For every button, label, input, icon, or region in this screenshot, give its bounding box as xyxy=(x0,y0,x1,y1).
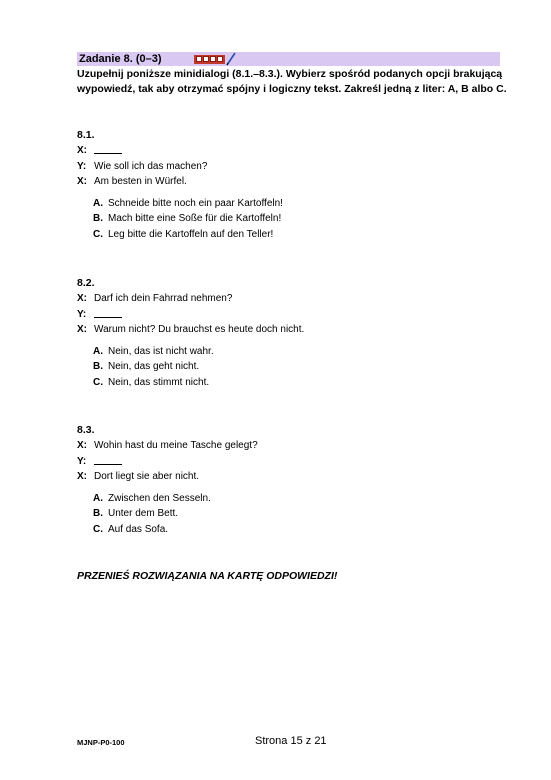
task-instruction: Uzupełnij poniższe minidialogi (8.1.–8.3.). Wybierz spośród podanych opcji brakującą wypowiedź, tak aby otrzymać spójny i logiczny tekst. Zakreśl jedną z liter: A, B albo C. xyxy=(77,68,507,95)
answer-options xyxy=(93,344,517,391)
answer-option[interactable] xyxy=(93,522,517,538)
dialogue-text: Wohin hast du meine Tasche gelegt? xyxy=(94,440,258,451)
dialogue-text: Dort liegt sie aber nicht. xyxy=(94,471,200,482)
speaker-label: X: xyxy=(77,293,87,304)
answer-option[interactable] xyxy=(93,227,517,243)
answer-blank xyxy=(94,454,122,465)
dialogue-line xyxy=(77,143,517,159)
answer-blank xyxy=(94,143,122,154)
speaker-label: Y: xyxy=(77,455,87,467)
item-number: 8.1. xyxy=(77,129,95,141)
dialogue-line xyxy=(77,307,517,323)
dialogue-line xyxy=(77,469,517,485)
speaker-label: X: xyxy=(77,471,87,482)
speaker-label: X: xyxy=(77,324,87,335)
answer-option[interactable] xyxy=(93,359,517,375)
pen-icon xyxy=(226,52,236,66)
option-text: Leg bitte die Kartoffeln auf den Teller! xyxy=(108,228,274,240)
speaker-label: X: xyxy=(77,145,87,156)
option-text: Unter dem Bett. xyxy=(108,508,179,519)
item-number: 8.3. xyxy=(77,424,95,436)
answer-blank xyxy=(94,307,122,318)
speaker-label: X: xyxy=(77,440,87,451)
answer-option[interactable] xyxy=(93,211,517,227)
speaker-label: Y: xyxy=(77,160,87,172)
option-text: Schneide bitte noch ein paar Kartoffeln! xyxy=(108,197,283,209)
speaker-label: Y: xyxy=(77,308,87,320)
option-letter[interactable]: C. xyxy=(93,228,103,240)
option-text: Nein, das geht nicht. xyxy=(108,361,200,372)
dialogue-line xyxy=(77,438,517,454)
option-letter[interactable]: B. xyxy=(93,361,103,372)
dialogue-text: Darf ich dein Fahrrad nehmen? xyxy=(94,293,233,304)
answer-option[interactable] xyxy=(93,196,517,212)
option-letter[interactable]: C. xyxy=(93,523,103,535)
answer-options xyxy=(93,196,517,243)
option-text: Mach bitte eine Soße für die Kartoffeln! xyxy=(108,213,282,224)
dialogue-text: Wie soll ich das machen? xyxy=(94,160,208,172)
dialogue-item xyxy=(77,276,517,390)
task-title: Zadanie 8. (0–3) xyxy=(79,53,162,65)
option-letter[interactable]: A. xyxy=(93,492,103,504)
dialogue-text: Am besten in Würfel. xyxy=(94,176,187,187)
skill-badge-icon xyxy=(194,55,225,64)
dialogue-line xyxy=(77,174,517,190)
transfer-note: PRZENIEŚ ROZWIĄZANIA NA KARTĘ ODPOWIEDZI! xyxy=(77,570,338,582)
option-letter[interactable]: B. xyxy=(93,508,103,519)
option-text: Nein, das ist nicht wahr. xyxy=(108,345,214,357)
option-letter[interactable]: B. xyxy=(93,213,103,224)
answer-option[interactable] xyxy=(93,344,517,360)
page-number: Strona 15 z 21 xyxy=(255,735,327,747)
option-letter[interactable]: A. xyxy=(93,345,103,357)
exam-code: MJNP-P0-100 xyxy=(77,738,125,747)
task-header xyxy=(77,52,500,66)
speaker-label: X: xyxy=(77,176,87,187)
dialogue-item xyxy=(77,423,517,537)
dialogue-item xyxy=(77,128,517,242)
dialogue-text: Warum nicht? Du brauchst es heute doch nicht. xyxy=(94,324,305,335)
answer-options xyxy=(93,491,517,538)
dialogue-line xyxy=(77,322,517,338)
option-letter[interactable]: A. xyxy=(93,197,103,209)
option-text: Auf das Sofa. xyxy=(108,523,169,535)
answer-option[interactable] xyxy=(93,375,517,391)
dialogue-line xyxy=(77,291,517,307)
option-text: Zwischen den Sesseln. xyxy=(108,492,211,504)
answer-option[interactable] xyxy=(93,491,517,507)
item-number: 8.2. xyxy=(77,277,95,289)
option-letter[interactable]: C. xyxy=(93,376,103,388)
dialogue-line xyxy=(77,454,517,470)
dialogue-line xyxy=(77,159,517,175)
answer-option[interactable] xyxy=(93,506,517,522)
option-text: Nein, das stimmt nicht. xyxy=(108,376,210,388)
